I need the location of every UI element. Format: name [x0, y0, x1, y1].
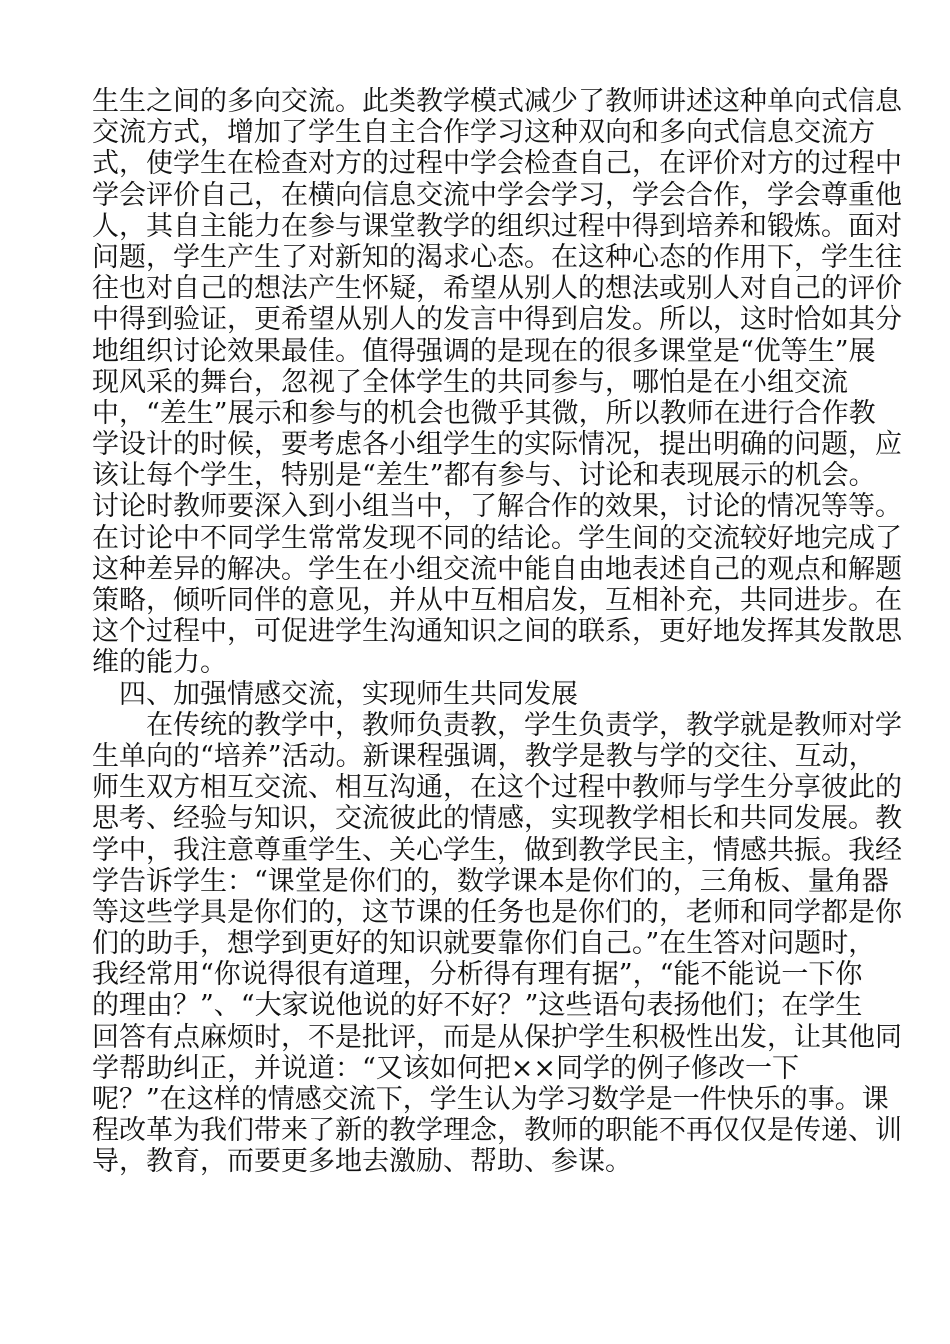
text-line: 问题，学生产生了对新知的渴求心态。在这种心态的作用下，学生往 [92, 241, 902, 273]
text-line: 这个过程中，可促进学生沟通知识之间的联系，更好地发挥其发散思 [92, 616, 902, 648]
text-line: 人，其自主能力在参与课堂教学的组织过程中得到培养和锻炼。面对 [92, 210, 902, 242]
text-line: 生生之间的多向交流。此类教学模式减少了教师讲述这种单向式信息 [92, 86, 902, 117]
text-line: 我经常用“你说得很有道理，分析得有理有据”，“能不能说一下你 [92, 959, 863, 991]
text-line: 在讨论中不同学生常常发现不同的结论。学生间的交流较好地完成了 [92, 522, 902, 554]
text-line: 中得到验证，更希望从别人的发言中得到启发。所以，这时恰如其分 [92, 304, 902, 336]
text-line: 的理由？”、“大家说他说的好不好？”这些语句表扬他们；在学生 [92, 990, 863, 1022]
text-line: 程改革为我们带来了新的教学理念，教师的职能不再仅仅是传递、训 [92, 1115, 902, 1147]
text-line: 往也对自己的想法产生怀疑，希望从别人的想法或别人对自己的评价 [92, 273, 902, 305]
text-line: 这种差异的解决。学生在小组交流中能自由地表述自己的观点和解题 [92, 553, 902, 585]
text-line: 呢？”在这样的情感交流下，学生认为学习数学是一件快乐的事。课 [92, 1084, 889, 1115]
text-line: 学告诉学生：“课堂是你们的，数学课本是你们的，三角板、量角器 [92, 865, 889, 897]
text-line: 们的助手，想学到更好的知识就要靠你们自己。”在生答对问题时， [92, 928, 876, 960]
text-line: 在传统的教学中，教师负责教，学生负责学，教学就是教师对学 [146, 709, 902, 741]
paragraph-2 [92, 709, 902, 1178]
text-line: 回答有点麻烦时，不是批评，而是从保护学生积极性出发，让其他同 [92, 1021, 902, 1053]
text-line: 讨论时教师要深入到小组当中，了解合作的效果，讨论的情况等等。 [92, 491, 902, 523]
text-line: 中，“差生”展示和参与的机会也微乎其微，所以教师在进行合作教 [92, 397, 876, 429]
text-line: 策略，倾听同伴的意见，并从中互相启发，互相补充，共同进步。在 [92, 585, 902, 616]
heading-line: 四、加强情感交流，实现师生共同发展 [119, 678, 578, 710]
text-line: 生单向的“培养”活动。新课程强调，教学是教与学的交往、互动， [92, 740, 876, 772]
text-line: 导，教育，而要更多地去激励、帮助、参谋。 [92, 1146, 632, 1178]
text-line: 维的能力。 [92, 647, 227, 679]
text-line: 学帮助纠正，并说道：“又该如何把××同学的例子修改一下 [92, 1052, 800, 1084]
section-heading [92, 679, 862, 710]
text-line: 地组织讨论效果最佳。值得强调的是现在的很多课堂是“优等生”展 [92, 335, 876, 367]
text-line: 等这些学具是你们的，这节课的任务也是你们的，老师和同学都是你 [92, 896, 902, 928]
text-line: 交流方式，增加了学生自主合作学习这种双向和多向式信息交流方 [92, 117, 875, 149]
body-text [92, 86, 902, 1178]
text-line: 师生双方相互交流、相互沟通，在这个过程中教师与学生分享彼此的 [92, 772, 902, 804]
text-line: 思考、经验与知识，交流彼此的情感，实现教学相长和共同发展。教 [92, 803, 902, 835]
text-line: 该让每个学生，特别是“差生”都有参与、讨论和表现展示的机会。 [92, 460, 876, 492]
text-line: 学中，我注意尊重学生、关心学生，做到教学民主，情感共振。我经 [92, 834, 902, 866]
paragraph-1 [92, 86, 902, 679]
text-line: 学设计的时候，要考虑各小组学生的实际情况，提出明确的问题，应 [92, 429, 902, 461]
text-line: 现风采的舞台，忽视了全体学生的共同参与，哪怕是在小组交流 [92, 366, 848, 398]
text-line: 式，使学生在检查对方的过程中学会检查自己，在评价对方的过程中 [92, 148, 902, 180]
text-line: 学会评价自己，在横向信息交流中学会学习，学会合作，学会尊重他 [92, 179, 902, 211]
